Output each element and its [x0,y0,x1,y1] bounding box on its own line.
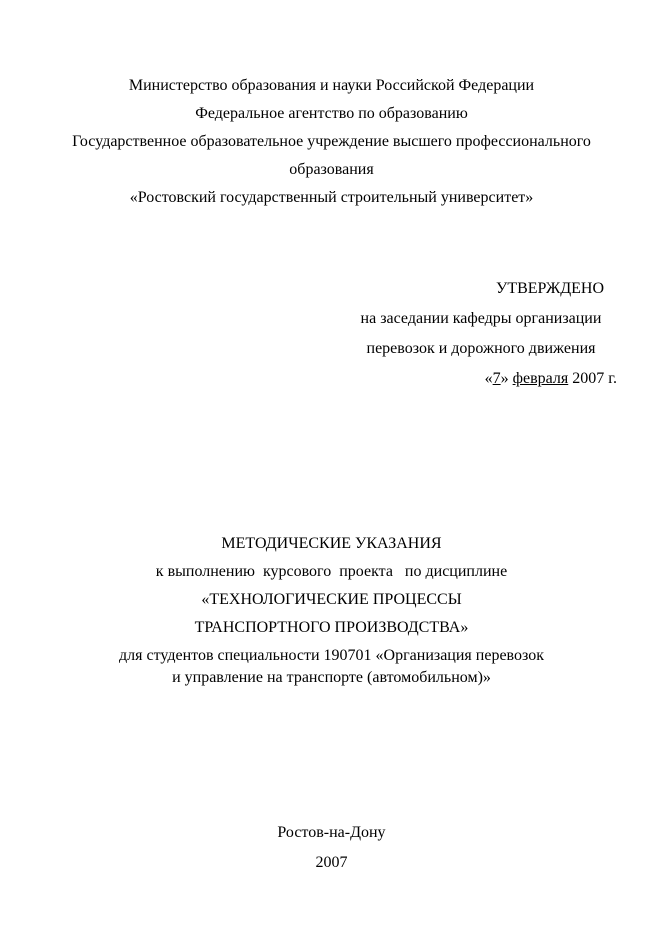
date-day: 7 [492,370,501,387]
audience-lines [0,645,663,689]
footer-block [0,818,663,878]
approval-line-2: перевозок и дорожного движения [366,340,596,357]
university-name-line: «Ростовский государственный строительный университет» [129,189,534,206]
date-month: февраля [512,370,569,387]
date-year: 2007 г. [568,370,617,387]
agency-line: Федеральное агентство по образованию [195,105,468,122]
date-close-quote: » [500,370,513,387]
year-line: 2007 [315,854,348,871]
audience-line-2: и управление на транспорте (автомобильном)» [172,669,491,686]
doc-subtitle: к выполнению курсового проекта по дисциплине [155,563,508,580]
doc-type-title: МЕТОДИЧЕСКИЕ УКАЗАНИЯ [221,535,442,552]
city-line: Ростов-на-Дону [277,824,386,841]
approval-block [345,274,617,394]
institution-type-line: Государственное образовательное учреждение высшего профессионального [72,133,591,150]
audience-line-1: для студентов специальности 190701 «Организация перевозок [119,647,544,664]
approved-label: УТВЕРЖДЕНО [495,280,604,297]
date-open-quote: « [484,370,493,387]
ministry-line: Министерство образования и науки Российской Федерации [128,77,535,94]
institution-header [0,0,663,212]
approval-date [345,364,617,394]
institution-type-line-2: образования [289,161,374,178]
approval-line-1: на заседании кафедры организации [360,310,602,327]
course-title-line-2: ТРАНСПОРТНОГО ПРОИЗВОДСТВА» [194,619,469,636]
course-title-line-1: «ТЕХНОЛОГИЧЕСКИЕ ПРОЦЕССЫ [201,591,462,608]
title-block [0,530,663,689]
